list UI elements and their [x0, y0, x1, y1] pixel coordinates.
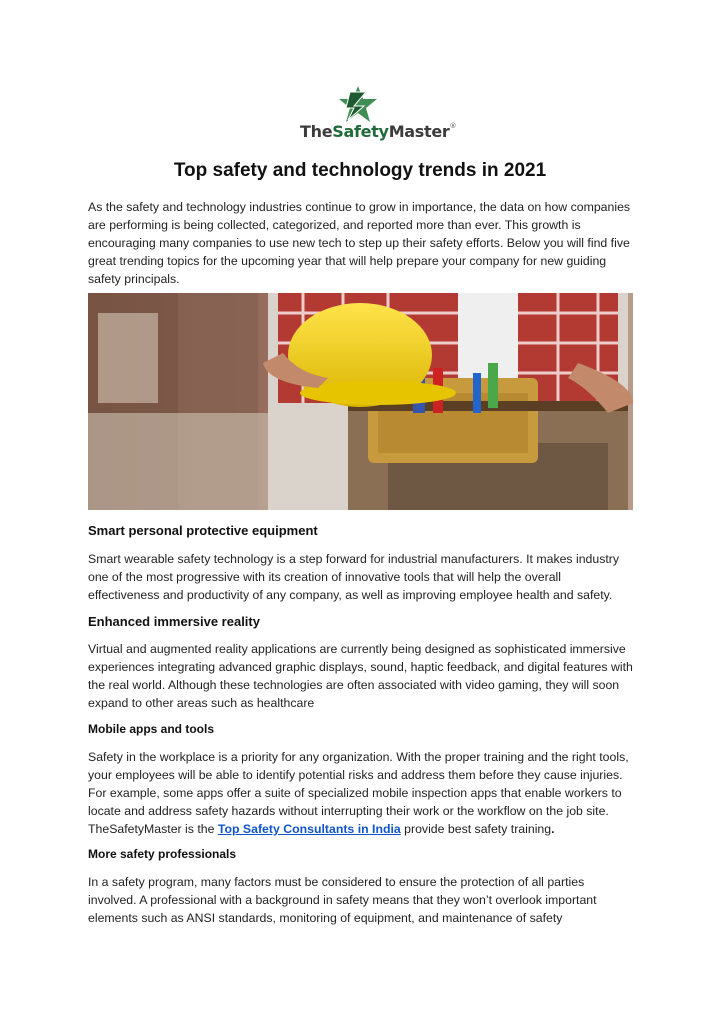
section-paragraph: Smart wearable safety technology is a step forward for industrial manufacturers. It makes industry one of the most progressive with its creation of innovative tools that will help the overall effectiveness and productivity of any company, as well as improving employee health and safety.	[88, 552, 620, 602]
logo-wordmark: TheSafetyMaster®	[300, 122, 457, 141]
worker-hardhat-photo	[88, 293, 633, 510]
page-title: Top safety and technology trends in 2021	[173, 160, 547, 181]
intro-paragraph: As the safety and technology industries continue to grow in importance, the data on how companies are performing is being collected, categorized, and reported more than ever. This growth is encouraging many companies to use new tech to step up their safety efforts. Below you will find five great trending topics for the upcoming year that will help prepare your company for new guiding safety principals.	[88, 200, 631, 286]
section-heading: Smart personal protective equipment	[88, 523, 318, 538]
section-paragraph: Virtual and augmented reality applications are currently being designed as sophisticated immersive experiences integrating advanced graphic displays, sound, haptic feedback, and digital features with the real world. Although these technologies are often associated with video gaming, they will soon expand to other areas such as healthcare	[88, 642, 633, 710]
paragraph-end-mark: .	[551, 822, 555, 836]
section-heading: Mobile apps and tools	[88, 722, 215, 736]
section-paragraph	[88, 748, 633, 838]
section-paragraph: In a safety program, many factors must be considered to ensure the protection of all parties involved. A professional with a background in safety means that they won’t overlook important elements such as ANSI standards, monitoring of equipment, and maintenance of safety	[88, 875, 597, 925]
paragraph-text: Safety in the workplace is a priority for any organization. With the proper training and the right tools, your employees will be able to identify potential risks and address them before they cause injuries. For example, some apps offer a suite of specialized mobile inspection apps that enable workers to locate and address safety hazards without interrupting their work or the workflow on the job site. TheSafetyMaster is the	[88, 750, 629, 836]
section-heading: Enhanced immersive reality	[88, 614, 260, 629]
consultants-link[interactable]: Top Safety Consultants in India	[217, 822, 401, 836]
logo	[300, 84, 457, 148]
star-bolt-logo-icon	[336, 84, 380, 124]
section-heading: More safety professionals	[88, 847, 237, 861]
paragraph-text: provide best safety training	[400, 822, 552, 836]
